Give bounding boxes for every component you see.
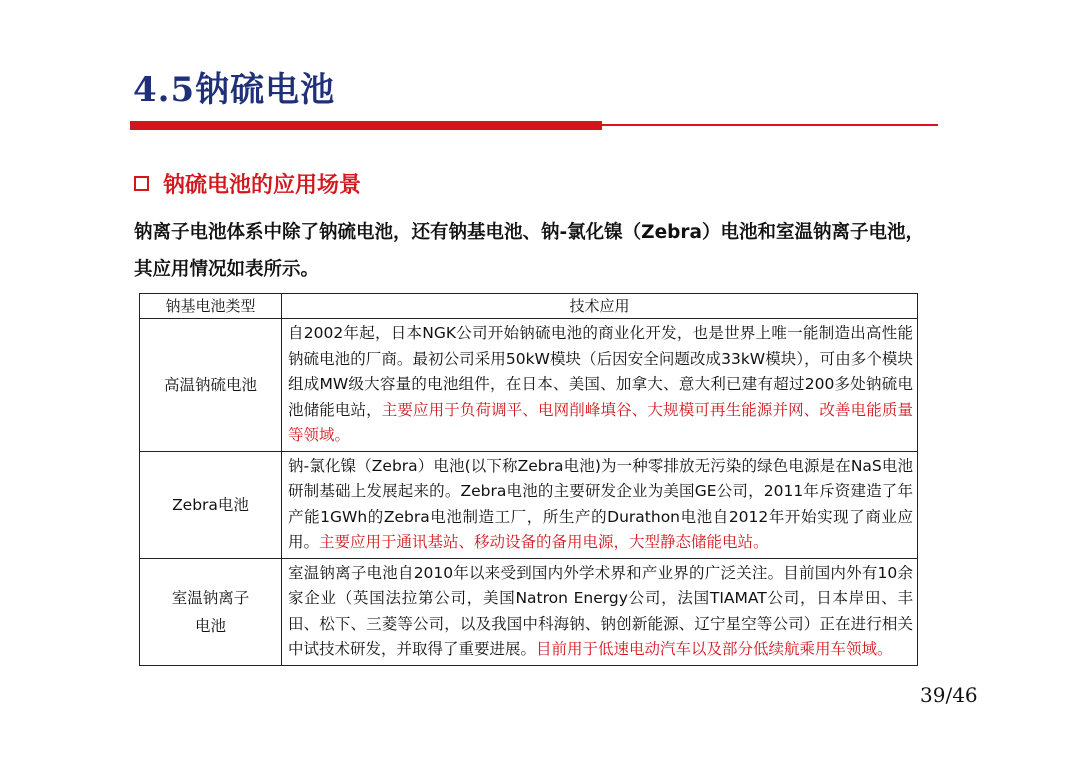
battery-type-cell: Zebra电池 bbox=[140, 451, 282, 558]
header-application: 技术应用 bbox=[282, 294, 918, 319]
battery-type-cell: 高温钠硫电池 bbox=[140, 319, 282, 452]
title-underline-thin bbox=[602, 124, 938, 126]
application-cell bbox=[282, 319, 918, 452]
application-highlight: 主要应用于通讯基站、移动设备的备用电源，大型静态储能电站。 bbox=[319, 533, 769, 551]
table-row bbox=[140, 451, 918, 558]
section-title: 钠硫电池的应用场景 bbox=[163, 173, 362, 198]
slide-title: 4.5钠硫电池 bbox=[133, 70, 336, 110]
section-heading bbox=[134, 168, 361, 199]
table-header-row bbox=[140, 294, 918, 319]
intro-paragraph: 钠离子电池体系中除了钠硫电池，还有钠基电池、钠-氯化镍（Zebra）电池和室温钠离子电池，其应用情况如表所示。 bbox=[134, 222, 924, 280]
header-battery-type: 钠基电池类型 bbox=[140, 294, 282, 319]
application-highlight: 目前用于低速电动汽车以及部分低续航乘用车领域。 bbox=[536, 640, 893, 658]
application-text: 室温钠离子电池自2010年以来受到国内外学术界和产业界的广泛关注。目前国内外有10余家企业（英国法拉第公司，美国Natron Energy公司，法国TIAMAT公司，日本岸田、丰田、松下、三菱等公司，以及我国中科海钠、钠创新能源、辽宁星空等公司）正在进行相关中试技术研发，并取得了重要进展。 bbox=[288, 563, 913, 658]
battery-type-cell: 室温钠离子电池 bbox=[140, 558, 282, 665]
table-row bbox=[140, 558, 918, 665]
application-cell bbox=[282, 451, 918, 558]
application-table bbox=[139, 293, 918, 666]
application-highlight: 主要应用于负荷调平、电网削峰填谷、大规模可再生能源并网、改善电能质量等领域。 bbox=[288, 400, 913, 444]
checkbox-bullet-icon bbox=[134, 176, 149, 191]
page-number: 39/46 bbox=[920, 683, 978, 707]
application-text: 自2002年起，日本NGK公司开始钠硫电池的商业化开发，也是世界上唯一能制造出高性能钠硫电池的厂商。最初公司采用50kW模块（后因安全问题改成33kW模块），可由多个模块组成MW级大容量的电池组件，在日本、美国、加拿大、意大利已建有超过200多处钠硫电池储能电站， bbox=[288, 324, 913, 419]
table-row bbox=[140, 319, 918, 452]
title-underline-thick bbox=[130, 121, 602, 130]
application-text: 钠-氯化镍（Zebra）电池(以下称Zebra电池)为一种零排放无污染的绿色电源是在NaS电池研制基础上发展起来的。Zebra电池的主要研发企业为美国GE公司，2011年斥资建造了年产能1GWh的Zebra电池制造工厂，所生产的Durathon电池自2012年开始实现了商业应用。 bbox=[288, 456, 913, 551]
application-cell bbox=[282, 558, 918, 665]
